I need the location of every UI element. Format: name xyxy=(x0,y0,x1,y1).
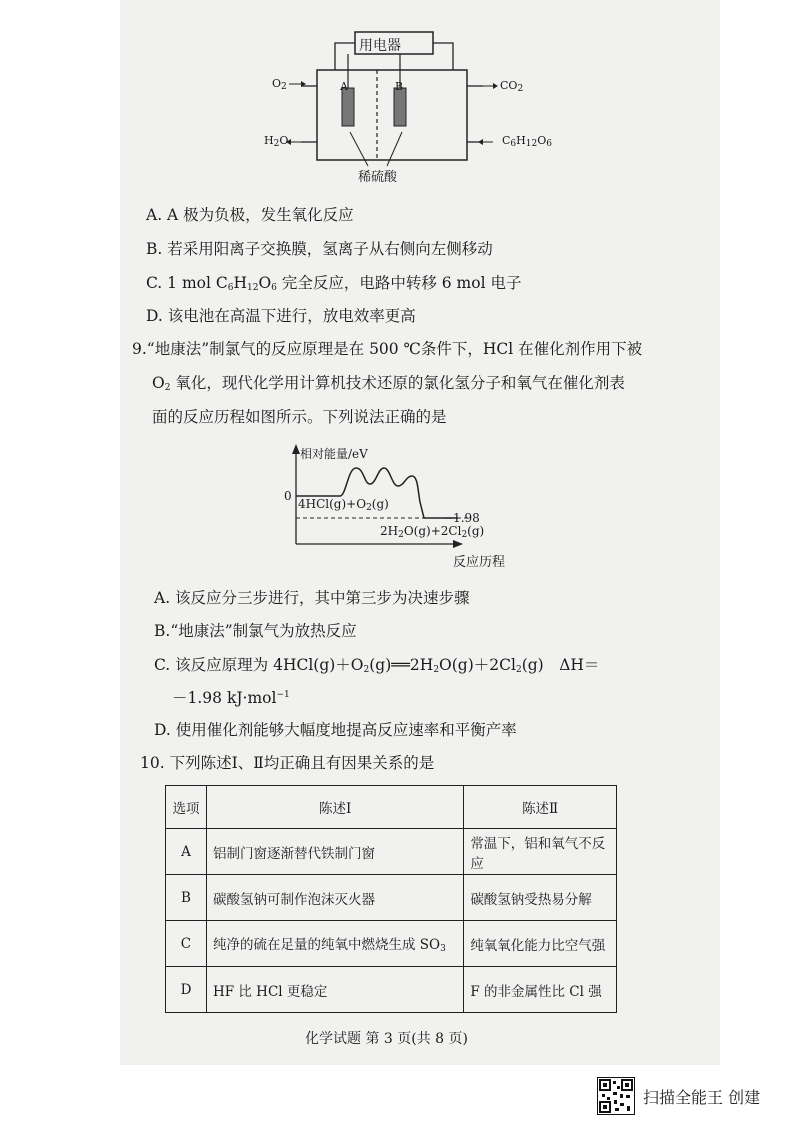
co2-outlet-label: $CO_2$ xyxy=(500,79,524,94)
q8-option-c: C. 1 mol $C_6H_{12}O_6$ 完全反应，电路中转移 6 mol 电子 xyxy=(146,274,522,293)
electrode-a-label: A xyxy=(340,80,348,93)
table-header-row xyxy=(166,786,617,829)
q9-option-c-line2: －1.98 kJ·mol$^{-1}$ xyxy=(172,689,290,707)
q9-stem-line2: $O_2$ 氧化，现代化学用计算机技术还原的氯化氢分子和氧气在催化剂表 xyxy=(152,374,625,393)
row-statement-2: 纯氧氧化能力比空气强 xyxy=(464,921,617,967)
header-option: 选项 xyxy=(166,786,207,829)
q9-option-c: C. 该反应原理为 $4HCl(g)+O_2(g)══2H_2O(g)+2Cl_2(g)$ ΔH＝ xyxy=(154,656,600,675)
table-row xyxy=(166,967,617,1013)
qr-code-icon xyxy=(597,1077,635,1115)
row-statement-1: 铝制门窗逐渐替代铁制门窗 xyxy=(206,829,463,875)
energy-zero-tick: 0 xyxy=(284,489,292,503)
energy-products-label: $2H_2O(g)+2Cl_2(g)$ xyxy=(380,524,485,540)
energy-xlabel: 反应历程 xyxy=(453,555,506,570)
q8-option-d: D. 该电池在高温下进行，放电效率更高 xyxy=(146,307,416,325)
q9-stem-line3: 面的反应历程如图所示。下列说法正确的是 xyxy=(152,408,447,426)
row-option: C xyxy=(166,921,207,967)
q8-option-a: A. A 极为负极，发生氧化反应 xyxy=(146,206,354,224)
row-option: A xyxy=(166,829,207,875)
scanner-watermark: 扫描全能王 创建 xyxy=(643,1088,761,1107)
energy-final-value: −1.98 xyxy=(443,511,480,525)
energy-ylabel: 相对能量/eV xyxy=(300,447,368,461)
q10-table xyxy=(165,785,617,1013)
header-statement-2: 陈述Ⅱ xyxy=(464,786,617,829)
row-statement-1: 纯净的硫在足量的纯氧中燃烧生成 $SO_3$ xyxy=(206,921,463,967)
q9-option-b: B.“地康法”制氯气为放热反应 xyxy=(154,622,357,640)
table-row xyxy=(166,921,617,967)
row-option: D xyxy=(166,967,207,1013)
table-row xyxy=(166,829,617,875)
table-row xyxy=(166,875,617,921)
row-statement-1: 碳酸氢钠可制作泡沫灭火器 xyxy=(206,875,463,921)
q9-stem-line1: 9.“地康法”制氯气的反应原理是在 500 ℃条件下，HCl 在催化剂作用下被 xyxy=(132,340,643,358)
q10-stem: 10. 下列陈述Ⅰ、Ⅱ均正确且有因果关系的是 xyxy=(140,754,435,772)
q8-option-b: B. 若采用阳离子交换膜，氢离子从右侧向左侧移动 xyxy=(146,240,493,258)
page-footer: 化学试题 第 3 页(共 8 页) xyxy=(305,1031,468,1047)
acid-label: 稀硫酸 xyxy=(358,170,398,185)
row-statement-2: 常温下，铝和氧气不反应 xyxy=(464,829,617,875)
row-statement-1: HF 比 HCl 更稳定 xyxy=(206,967,463,1013)
h2o-outlet-label: $H_2O$ xyxy=(264,134,289,149)
row-statement-2: 碳酸氢钠受热易分解 xyxy=(464,875,617,921)
glucose-inlet-label: $C_6H_{12}O_6$ xyxy=(502,134,552,149)
electrode-b-label: B xyxy=(395,80,404,93)
row-option: B xyxy=(166,875,207,921)
row-statement-2: F 的非金属性比 Cl 强 xyxy=(464,967,617,1013)
header-statement-1: 陈述Ⅰ xyxy=(206,786,463,829)
q9-option-a: A. 该反应分三步进行，其中第三步为决速步骤 xyxy=(154,589,470,607)
device-label: 用电器 xyxy=(359,38,401,54)
q9-option-d: D. 使用催化剂能够大幅度地提高反应速率和平衡产率 xyxy=(154,721,517,739)
energy-reactants-label: $4HCl(g)+O_2(g)$ xyxy=(298,497,389,513)
o2-inlet-label: $O_2$ xyxy=(272,77,287,92)
